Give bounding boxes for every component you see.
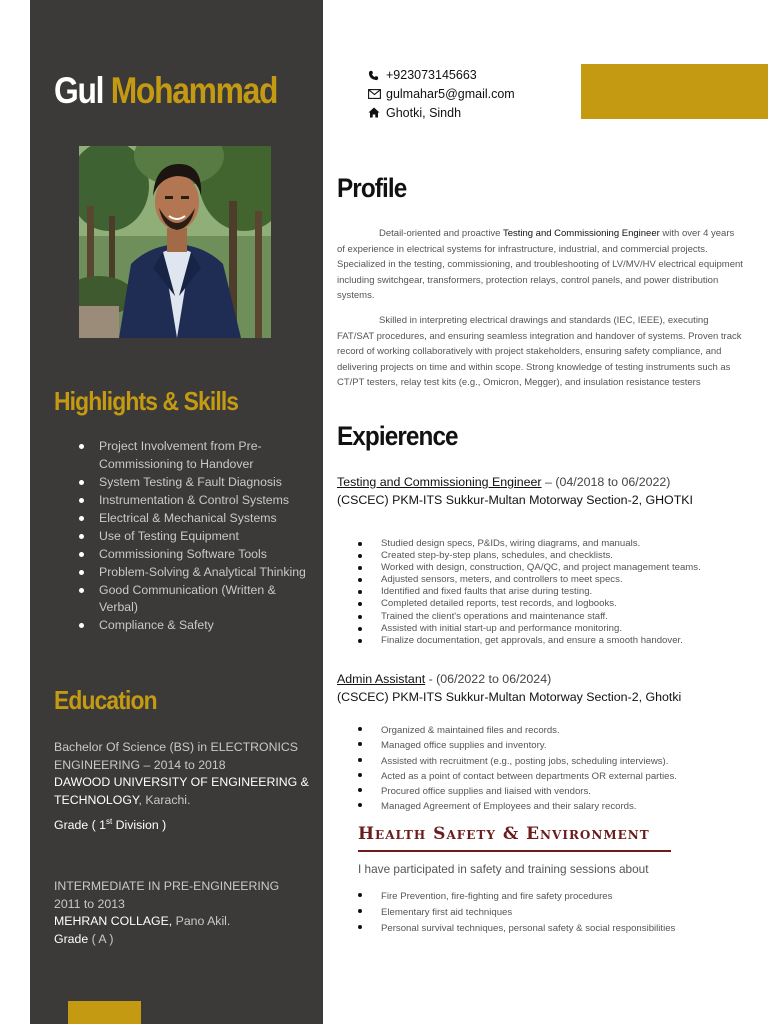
email-address[interactable]: gulmahar5@gmail.com	[386, 86, 515, 101]
duty-item: Trained the client's operations and maintenance staff.	[358, 611, 748, 623]
skill-item: Good Communication (Written & Verbal)	[70, 582, 310, 618]
profile-role: Testing and Commissioning Engineer	[502, 228, 660, 239]
education-entry-intermediate	[54, 878, 284, 948]
job-2-duties	[358, 723, 748, 815]
education-title: Education	[54, 685, 157, 715]
grade	[54, 813, 316, 835]
accent-block-bottom	[68, 1001, 141, 1024]
duty-item: Identified and fixed faults that arise during testing.	[358, 586, 748, 598]
grade-label: Grade	[54, 818, 89, 833]
grade-value: Division	[112, 818, 159, 833]
contact-location	[368, 104, 515, 123]
degree: INTERMEDIATE IN PRE-ENGINEERING 2011 to 2013	[54, 879, 280, 911]
grade-value: ( A )	[88, 931, 114, 946]
duty-item: Finalize documentation, get approvals, and ensure a smooth handover.	[358, 635, 748, 647]
last-name: Mohammad	[110, 70, 278, 111]
grade-close: )	[158, 818, 167, 833]
first-name: Gul	[54, 70, 104, 111]
profile-photo	[79, 146, 271, 338]
institution-city: Pano Akil.	[172, 914, 231, 928]
job-2-dates: - (06/2022 to 06/2024)	[425, 672, 552, 686]
profile-summary: with over 4 years of experience in electrical systems for infrastructure, industrial, and commercial projects. Specialized in the testing, commissioning, and troubleshooting of LV/MV/HV electrical equipment including switchgear, transformers, protection relays, control panels, and power distribution systems.	[337, 228, 743, 302]
job-1-header	[337, 473, 693, 509]
education-entry-bs	[54, 739, 316, 835]
degree: Bachelor Of Science (BS) in ELECTRONICS ENGINEERING – 2014 to 2018	[54, 740, 298, 772]
phone-number[interactable]: +923073145663	[386, 68, 477, 82]
hse-list	[358, 889, 748, 938]
contact-email	[368, 85, 515, 104]
skill-item: Instrumentation & Control Systems	[70, 492, 310, 510]
grade-label: Grade	[54, 931, 89, 946]
phone-icon	[368, 70, 386, 81]
job-2-company: (CSCEC) PKM-ITS Sukkur-Multan Motorway Section-2, Ghotki	[337, 690, 682, 704]
grade-open: (	[88, 818, 100, 833]
job-2-role: Admin Assistant	[337, 672, 426, 686]
profile-intro: Detail-oriented and proactive	[379, 228, 503, 239]
skills-list	[70, 438, 310, 635]
experience-title: Expierence	[337, 421, 458, 451]
skill-item: Problem-Solving & Analytical Thinking	[70, 564, 310, 582]
duty-item: Created step-by-step plans, schedules, and checklists.	[358, 550, 748, 562]
job-1-duties	[358, 538, 748, 647]
institution: MEHRAN COLLAGE,	[54, 914, 173, 928]
job-1-dates: – (04/2018 to 06/2022)	[541, 475, 671, 489]
profile-title: Profile	[337, 173, 407, 203]
duty-item: Managed Agreement of Employees and their salary records.	[358, 799, 748, 814]
skill-item: Electrical & Mechanical Systems	[70, 510, 310, 528]
grade-sup: st	[105, 817, 113, 826]
hse-underline	[358, 850, 671, 852]
profile-paragraph-1	[337, 226, 743, 304]
job-2-header	[337, 670, 681, 706]
skill-item: Use of Testing Equipment	[70, 528, 310, 546]
skill-item: Commissioning Software Tools	[70, 546, 310, 564]
profile-photo-image	[79, 146, 271, 338]
home-icon	[368, 107, 386, 118]
accent-block-top	[581, 64, 768, 119]
skill-item: Compliance & Safety	[70, 617, 310, 635]
profile-paragraph-2	[337, 313, 743, 391]
hse-intro: I have participated in safety and training sessions about	[358, 862, 649, 876]
job-1-role: Testing and Commissioning Engineer	[337, 475, 542, 489]
profile-skills-text: Skilled in interpreting electrical drawings and standards (IEC, IEEE), executing FAT/SAT procedures, and ensuring seamless integration and handover of systems. Proven track record of working collaboratively with project stakeholders, ensuring safety compliance, and delivering projects on time and within scope. Strong knowledge of testing instruments such as CT/PT testers, relay test kits (e.g., Omicron, Megger), and insulation resistance testers	[337, 315, 742, 389]
duty-item: Acted as a point of contact between departments OR external parties.	[358, 769, 748, 784]
institution: DAWOOD UNIVERSITY OF ENGINEERING & TECHNOLOGY	[54, 775, 309, 807]
contact-phone	[368, 66, 515, 85]
duty-item: Assisted with initial start-up and performance monitoring.	[358, 623, 748, 635]
duty-item: Adjusted sensors, meters, and controllers to meet specs.	[358, 574, 748, 586]
skill-item: Project Involvement from Pre-Commissioning to Handover	[70, 438, 310, 474]
duty-item: Studied design specs, P&IDs, wiring diagrams, and manuals.	[358, 538, 748, 550]
contact-info	[368, 66, 515, 122]
skills-title: Highlights & Skills	[54, 386, 239, 416]
job-1-company: (CSCEC) PKM-ITS Sukkur-Multan Motorway Section-2, GHOTKI	[337, 493, 693, 507]
duty-item: Completed detailed reports, test records, and logbooks.	[358, 598, 748, 610]
hse-item: Fire Prevention, fire-fighting and fire safety procedures	[358, 889, 748, 905]
email-icon	[368, 89, 386, 99]
duty-item: Managed office supplies and inventory.	[358, 738, 748, 753]
hse-item: Elementary first aid techniques	[358, 905, 748, 921]
grade-num: 1	[99, 818, 106, 833]
hse-item: Personal survival techniques, personal safety & social responsibilities	[358, 921, 748, 937]
duty-item: Assisted with recruitment (e.g., posting jobs, scheduling interviews).	[358, 754, 748, 769]
candidate-name	[54, 70, 277, 112]
skill-item: System Testing & Fault Diagnosis	[70, 474, 310, 492]
hse-title: Health Safety & Environment	[358, 824, 650, 844]
institution-city: , Karachi.	[138, 792, 191, 807]
duty-item: Procured office supplies and liaised with vendors.	[358, 784, 748, 799]
location: Ghotki, Sindh	[386, 105, 462, 120]
duty-item: Organized & maintained files and records.	[358, 723, 748, 738]
duty-item: Worked with design, construction, QA/QC, and project management teams.	[358, 562, 748, 574]
